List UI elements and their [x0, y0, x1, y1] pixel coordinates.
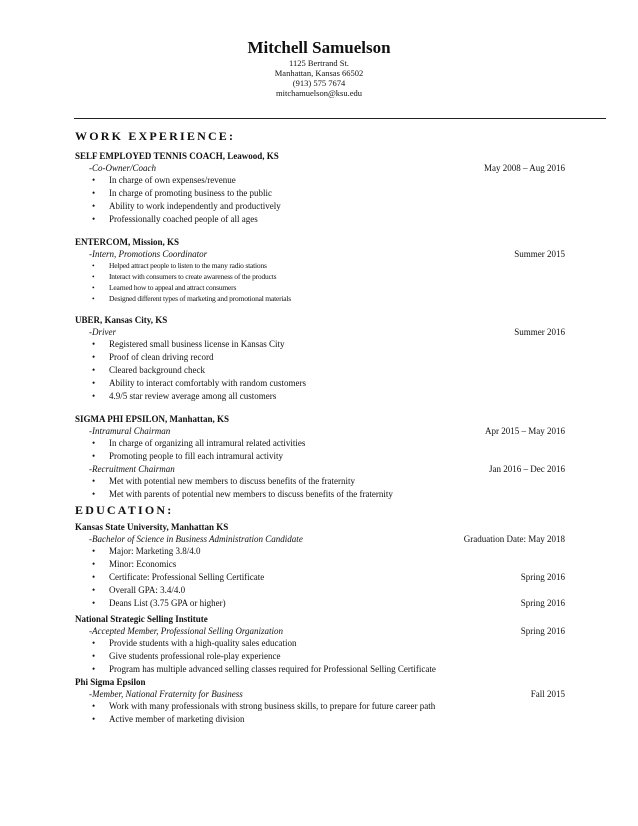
list-item-text: Deans List (3.75 GPA or higher) [109, 598, 226, 608]
list-item-text: Minor: Economics [109, 559, 177, 569]
date-range: Jan 2016 – Dec 2016 [489, 464, 565, 474]
list-item [75, 282, 565, 293]
bullet-icon: • [92, 339, 96, 349]
list-item [75, 571, 565, 584]
role-row [75, 425, 565, 437]
bullet-list [75, 437, 565, 463]
list-item-text: Interact with consumers to create awareness of the products [109, 272, 277, 281]
bullet-icon: • [92, 391, 96, 401]
role-row [75, 688, 565, 700]
experience-entry-entercom [75, 236, 565, 304]
list-item [75, 187, 565, 200]
education-entry-nssi [75, 613, 565, 676]
list-item [75, 475, 565, 488]
list-item [75, 351, 565, 364]
role-row [75, 625, 565, 637]
address-line-1: 1125 Bertrand St. [289, 58, 349, 68]
list-item [75, 488, 565, 501]
experience-entry-sigep [75, 413, 565, 501]
list-item [75, 338, 565, 351]
list-item-text: 4.9/5 star review average among all customers [109, 391, 277, 401]
list-item-text: In charge of own expenses/revenue [109, 175, 236, 185]
list-item-text: Proof of clean driving record [109, 352, 214, 362]
experience-entry-uber [75, 314, 565, 403]
work-experience-heading: WORK EXPERIENCE: [75, 129, 236, 143]
resume-body [75, 128, 565, 726]
bullet-icon: • [92, 294, 95, 303]
bullet-icon: • [92, 188, 96, 198]
list-item-text: Cleared background check [109, 365, 205, 375]
list-item [75, 663, 565, 676]
date-range: Spring 2016 [520, 626, 565, 636]
date-range: May 2008 – Aug 2016 [484, 163, 565, 173]
date-range: Spring 2016 [520, 598, 565, 608]
role-title: -Intramural Chairman [89, 426, 171, 436]
bullet-icon: • [92, 651, 96, 661]
bullet-icon: • [92, 352, 96, 362]
org-name: SIGMA PHI EPSILON, Manhattan, KS [75, 414, 230, 424]
email-address: mitchamuelson@ksu.edu [276, 88, 362, 98]
bullet-icon: • [92, 451, 96, 461]
list-item-text: Certificate: Professional Selling Certificate [109, 572, 265, 582]
bullet-icon: • [92, 378, 96, 388]
address-line-2: Manhattan, Kansas 66502 [274, 68, 364, 78]
bullet-icon: • [92, 201, 96, 211]
list-item [75, 213, 565, 226]
bullet-icon: • [92, 701, 96, 711]
bullet-list [75, 338, 565, 403]
list-item [75, 293, 565, 304]
list-item-text: In charge of promoting business to the public [109, 188, 273, 198]
org-name: Kansas State University, Manhattan KS [75, 522, 229, 532]
bullet-icon: • [92, 714, 96, 724]
bullet-list [75, 475, 565, 501]
role-row [75, 533, 565, 545]
education-entry-ksu [75, 521, 565, 610]
role-title: -Member, National Fraternity for Business [89, 689, 243, 699]
org-name: National Strategic Selling Institute [75, 614, 208, 624]
role-title: -Bachelor of Science in Business Administration Candidate [89, 534, 303, 544]
list-item [75, 713, 565, 726]
bullet-icon: • [92, 272, 95, 281]
list-item-text: Designed different types of marketing and promotional materials [109, 294, 291, 303]
bullet-list [75, 174, 565, 226]
list-item-text: Ability to work independently and productively [109, 201, 281, 211]
list-item-text: Program has multiple advanced selling classes required for Professional Selling Certificate [109, 664, 436, 674]
bullet-icon: • [92, 664, 96, 674]
bullet-icon: • [92, 261, 95, 270]
bullet-icon: • [92, 489, 96, 499]
list-item-text: Overall GPA: 3.4/4.0 [109, 585, 186, 595]
list-item-text: Ability to interact comfortably with random customers [109, 378, 306, 388]
list-item-text: Met with parents of potential new members to discuss benefits of the fraternity [109, 489, 393, 499]
list-item [75, 271, 565, 282]
org-name: ENTERCOM, Mission, KS [75, 237, 180, 247]
list-item-text: Professionally coached people of all ages [109, 214, 258, 224]
list-item-text: Provide students with a high-quality sales education [109, 638, 297, 648]
role-row [75, 326, 565, 338]
role-title: -Intern, Promotions Coordinator [89, 249, 208, 259]
list-item-text: Met with potential new members to discuss benefits of the fraternity [109, 476, 355, 486]
list-item [75, 650, 565, 663]
org-name: SELF EMPLOYED TENNIS COACH, Leawood, KS [75, 151, 279, 161]
bullet-icon: • [92, 476, 96, 486]
header-divider [74, 118, 606, 119]
list-item-text: Learned how to appeal and attract consumers [109, 283, 237, 292]
bullet-list [75, 260, 565, 304]
role-row [75, 248, 565, 260]
bullet-icon: • [92, 175, 96, 185]
bullet-list [75, 637, 565, 676]
list-item [75, 174, 565, 187]
list-item [75, 390, 565, 403]
list-item-text: Major: Marketing 3.8/4.0 [109, 546, 201, 556]
list-item-text: In charge of organizing all intramural related activities [109, 438, 306, 448]
list-item-text: Give students professional role-play experience [109, 651, 281, 661]
bullet-icon: • [92, 638, 96, 648]
list-item-text: Registered small business license in Kansas City [109, 339, 285, 349]
bullet-icon: • [92, 572, 96, 582]
list-item [75, 597, 565, 610]
bullet-list [75, 700, 565, 726]
list-item-text: Helped attract people to listen to the many radio stations [109, 261, 267, 270]
bullet-icon: • [92, 283, 95, 292]
bullet-list [75, 545, 565, 610]
date-range: Fall 2015 [530, 689, 565, 699]
role-row [75, 463, 565, 475]
phone-number: (913) 575 7674 [292, 78, 346, 88]
role-row [75, 162, 565, 174]
list-item [75, 700, 565, 713]
list-item-text: Promoting people to fill each intramural activity [109, 451, 283, 461]
candidate-name: Mitchell Samuelson [247, 38, 391, 57]
list-item [75, 437, 565, 450]
date-range: Spring 2016 [520, 572, 565, 582]
list-item [75, 545, 565, 558]
bullet-icon: • [92, 585, 96, 595]
date-range: Summer 2015 [514, 249, 565, 259]
list-item [75, 260, 565, 271]
list-item [75, 364, 565, 377]
list-item-text: Work with many professionals with strong business skills, to prepare for future career path [109, 701, 436, 711]
list-item [75, 637, 565, 650]
education-heading: EDUCATION: [75, 503, 174, 517]
org-name: Phi Sigma Epsilon [75, 677, 146, 687]
list-item [75, 377, 565, 390]
education-entry-pse [75, 676, 565, 726]
org-name: UBER, Kansas City, KS [75, 315, 168, 325]
list-item [75, 450, 565, 463]
date-range: Graduation Date: May 2018 [463, 534, 565, 544]
date-range: Apr 2015 – May 2016 [485, 426, 565, 436]
list-item-text: Active member of marketing division [109, 714, 245, 724]
role-title: -Recruitment Chairman [89, 464, 175, 474]
list-item [75, 558, 565, 571]
list-item [75, 200, 565, 213]
resume-header [0, 38, 638, 98]
role-title: -Co-Owner/Coach [89, 163, 156, 173]
bullet-icon: • [92, 214, 96, 224]
bullet-icon: • [92, 365, 96, 375]
date-range: Summer 2016 [514, 327, 565, 337]
bullet-icon: • [92, 438, 96, 448]
bullet-icon: • [92, 559, 96, 569]
bullet-icon: • [92, 546, 96, 556]
bullet-icon: • [92, 598, 96, 608]
role-title: -Accepted Member, Professional Selling Organization [89, 626, 284, 636]
experience-entry-tennis [75, 150, 565, 226]
list-item [75, 584, 565, 597]
role-title: -Driver [89, 327, 116, 337]
